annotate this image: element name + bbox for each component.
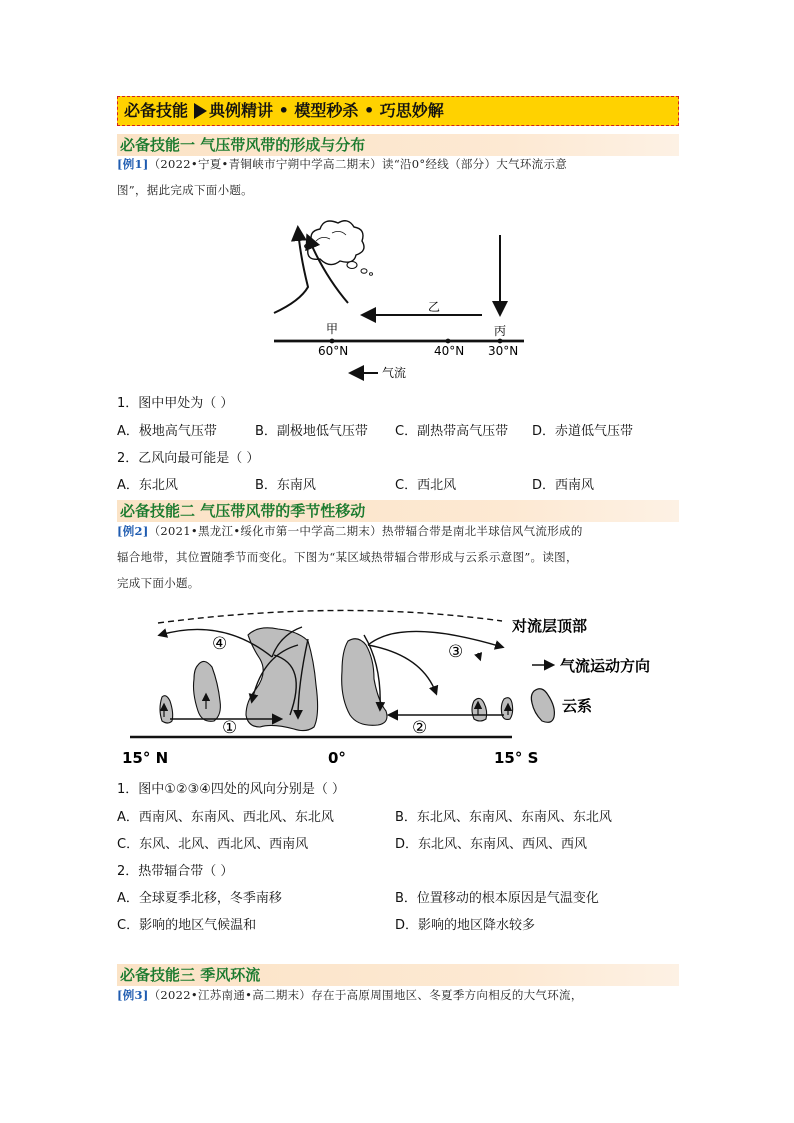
example-1-line2: 图”，据此完成下面小题。 <box>117 183 253 197</box>
example-3-line1: （2022•江苏南通•高二期末）存在于高原周围地区、冬夏季方向相反的大气环流， <box>148 988 583 1002</box>
banner-title: 必备技能 <box>124 101 189 120</box>
example-2-text <box>117 518 677 596</box>
q1-1-option-c: C．副热带高气压带 <box>395 424 509 439</box>
label-bing: 丙 <box>494 324 507 338</box>
lat-40n: 40°N <box>434 344 465 358</box>
marker-1: ① <box>222 718 238 738</box>
question-1-2: 2．乙风向最可能是（ ） <box>117 451 260 466</box>
lat-15s: 15° S <box>494 749 539 767</box>
cloud-icon <box>305 221 364 265</box>
label-yi: 乙 <box>428 300 441 314</box>
lat-15n: 15° N <box>122 749 169 767</box>
example-2-line1: （2021•黑龙江•绥化市第一中学高二期末）热带辐合带是南北半球信风气流形成的 <box>148 524 583 538</box>
lat-0: 0° <box>328 749 346 767</box>
q2-1-option-b: B．东北风、东南风、东南风、东北风 <box>395 810 612 825</box>
q2-2-option-b: B．位置移动的根本原因是气温变化 <box>395 891 599 906</box>
figure-itcz-cloud <box>112 605 682 770</box>
airflow-arrow-3 <box>368 631 502 647</box>
play-arrow-icon <box>194 103 207 119</box>
legend-label: 气流 <box>382 366 407 380</box>
question-2-1: 1．图中①②③④四处的风向分别是（ ） <box>117 782 346 797</box>
q1-1-option-d: D．赤道低气压带 <box>532 424 634 439</box>
example-3-tag: [例3] <box>117 988 149 1002</box>
q1-1-option-a: A．极地高气压带 <box>117 424 217 439</box>
q2-1-option-a: A．西南风、东南风、西北风、东北风 <box>117 810 334 825</box>
label-cloud-system: 云系 <box>562 697 593 715</box>
example-1-line1: （2022•宁夏•青铜峡市宁朔中学高二期末）读“沿0°经线（部分）大气环流示意 <box>148 157 568 171</box>
marker-4: ④ <box>212 634 228 654</box>
label-flow-direction: 气流运动方向 <box>560 657 651 675</box>
example-1-tag: [例1] <box>117 157 149 171</box>
cloud-shape-5 <box>472 698 487 721</box>
example-2-line3: 完成下面小题。 <box>117 576 200 590</box>
marker-2: ② <box>412 718 428 738</box>
q1-2-option-b: B．东南风 <box>255 478 316 493</box>
lat-60n: 60°N <box>318 344 349 358</box>
rising-airflow-arrow <box>274 229 308 313</box>
q1-1-option-b: B．副极地低气压带 <box>255 424 368 439</box>
q1-2-option-a: A．东北风 <box>117 478 178 493</box>
section-1-title: 必备技能一 气压带风带的形成与分布 <box>117 134 679 156</box>
example-1-text <box>117 151 677 203</box>
tropopause-line <box>158 610 502 623</box>
legend-cloud-shape <box>531 689 554 723</box>
lat-30n: 30°N <box>488 344 519 358</box>
header-banner <box>117 96 679 126</box>
figure-circulation-0-meridian <box>260 215 540 385</box>
banner-subtitle: 典例精讲 • 模型秒杀 • 巧思妙解 <box>209 101 444 120</box>
question-1-1: 1．图中甲处为（ ） <box>117 396 234 411</box>
q2-2-option-d: D．影响的地区降水较多 <box>395 918 536 933</box>
example-2-line2: 辐合地带，其位置随季节而变化。下图为“某区域热带辐合带形成与云系示意图”。读图， <box>117 550 578 564</box>
section-2-title: 必备技能二 气压带风带的季节性移动 <box>117 500 679 522</box>
question-2-2: 2．热带辐合带（ ） <box>117 864 234 879</box>
q2-1-option-c: C．东风、北风、西北风、西南风 <box>117 837 309 852</box>
cloud-shape-6 <box>501 698 512 720</box>
marker-3: ③ <box>448 642 464 662</box>
q2-2-option-a: A．全球夏季北移，冬季南移 <box>117 891 282 906</box>
q2-1-option-d: D．东北风、东南风、西风、西风 <box>395 837 588 852</box>
cloud-shape-4 <box>342 639 387 726</box>
q1-2-option-d: D．西南风 <box>532 478 595 493</box>
cloud-shape-2 <box>194 661 221 721</box>
label-tropopause: 对流层顶部 <box>512 617 588 635</box>
example-2-tag: [例2] <box>117 524 149 538</box>
label-jia: 甲 <box>326 322 339 336</box>
section-3-title: 必备技能三 季风环流 <box>117 964 679 986</box>
q1-2-option-c: C．西北风 <box>395 478 457 493</box>
q2-2-option-c: C．影响的地区气候温和 <box>117 918 257 933</box>
example-3-text <box>117 982 677 1008</box>
